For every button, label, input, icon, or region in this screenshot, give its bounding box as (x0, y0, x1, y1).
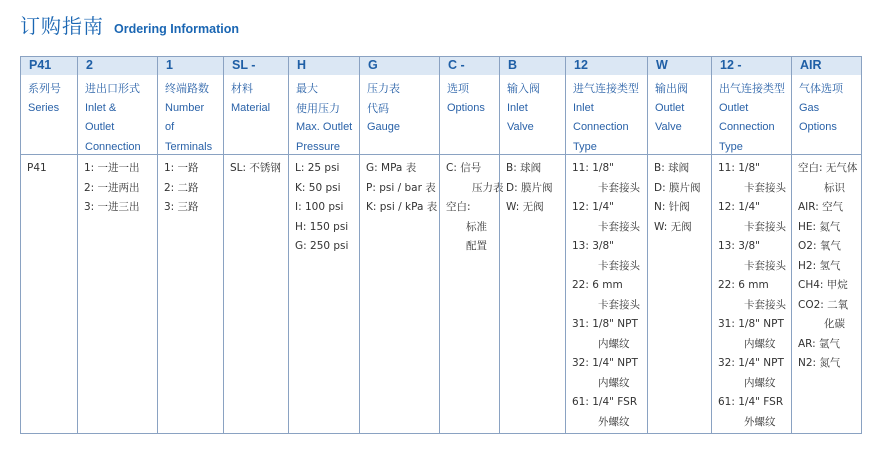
column-header-line: Material (231, 101, 271, 114)
column-header-line: 出气连接类型 (719, 82, 785, 95)
option-value: I: 100 psi (295, 201, 344, 213)
column-header-line: Type (719, 140, 743, 153)
option-value: D: 膜片阀 (506, 181, 553, 194)
column-header-line: Number (165, 101, 205, 114)
option-value: 卡套接头 (744, 220, 786, 233)
column-header-line: Inlet & (85, 101, 117, 114)
option-value: AR: 氩气 (798, 337, 841, 350)
table-column (21, 57, 77, 433)
column-header-line: Outlet (655, 101, 685, 114)
option-value: 11: 1/8" (718, 162, 760, 174)
option-value: 内螺纹 (744, 337, 776, 350)
column-values (27, 159, 47, 179)
column-code: 2 (86, 58, 93, 72)
option-value: 31: 1/8" NPT (572, 318, 638, 330)
column-values (84, 159, 140, 218)
table-column (499, 57, 565, 433)
table-column (791, 57, 863, 433)
column-header (507, 79, 540, 138)
option-value: N2: 氮气 (798, 357, 841, 369)
option-value: 12: 1/4" (572, 201, 614, 213)
column-values (654, 159, 700, 237)
column-header-line: Pressure (296, 140, 341, 153)
column-header (447, 79, 485, 118)
column-header-line: Outlet (85, 121, 115, 133)
column-values (446, 159, 504, 257)
column-header-line: Options (799, 121, 837, 133)
column-code: SL - (232, 58, 256, 72)
column-header (719, 79, 785, 157)
column-header-line: 终端路数 (165, 82, 209, 95)
column-values (230, 159, 281, 179)
column-header (573, 79, 639, 157)
option-value: 卡套接头 (744, 181, 786, 194)
column-code: B (508, 58, 518, 72)
option-value: 1: 一路 (164, 162, 199, 174)
option-value: SL: 不锈钢 (230, 162, 281, 174)
option-value: 空白: 无气体 (798, 162, 858, 174)
column-header-line: 输出阀 (655, 82, 688, 95)
column-header-line: Inlet (573, 101, 594, 114)
option-value: 32: 1/4" NPT (718, 357, 784, 369)
table-column (288, 57, 359, 433)
table-column (157, 57, 223, 433)
column-code: W (656, 58, 668, 72)
column-header-line: Connection (85, 140, 141, 153)
option-value: H2: 氢气 (798, 259, 841, 272)
column-header-line: 选项 (447, 82, 469, 95)
column-header-line: 进气连接类型 (573, 82, 639, 95)
column-header-line: 进出口形式 (85, 82, 140, 95)
option-value: 外螺纹 (598, 415, 630, 428)
column-header-line: Inlet (507, 101, 528, 114)
option-value: 22: 6 mm (572, 279, 623, 291)
column-header-line: of (165, 121, 175, 133)
column-code: AIR (800, 58, 822, 72)
table-column (565, 57, 647, 433)
option-value: 32: 1/4" NPT (572, 357, 638, 369)
option-value: H: 150 psi (295, 220, 349, 233)
option-value: 13: 3/8" (718, 240, 760, 252)
column-header (296, 79, 352, 157)
option-value: AIR: 空气 (798, 201, 844, 213)
option-value: CO2: 二氧 (798, 298, 849, 311)
column-header-line: Connection (573, 121, 629, 133)
column-header-line: Gas (799, 101, 820, 114)
option-value: 内螺纹 (598, 376, 630, 389)
column-values (718, 159, 786, 432)
option-value: K: psi / kPa 表 (366, 201, 438, 213)
option-value: 13: 3/8" (572, 240, 614, 252)
column-values (366, 159, 437, 218)
column-code: 12 (574, 58, 588, 72)
option-value: 空白: (446, 201, 471, 213)
option-value: 12: 1/4" (718, 201, 760, 213)
column-code: P41 (29, 58, 52, 72)
table-column (223, 57, 288, 433)
column-code: 1 (166, 58, 173, 72)
table-column (359, 57, 439, 433)
column-header-line: 系列号 (28, 82, 61, 95)
column-header (367, 79, 400, 138)
column-header (85, 79, 141, 157)
column-header-line: 气体选项 (799, 82, 843, 95)
column-header-line: Outlet (719, 101, 749, 114)
option-value: 压力表 (472, 181, 504, 194)
option-value: C: 信号 (446, 162, 482, 174)
column-code: G (368, 58, 378, 72)
column-code: C - (448, 58, 465, 72)
table-column (439, 57, 504, 433)
column-header (799, 79, 843, 138)
option-value: 61: 1/4" FSR (572, 396, 638, 408)
column-header-line: 代码 (367, 101, 389, 115)
column-header (165, 79, 212, 157)
option-value: 标准 (466, 220, 487, 233)
title-chinese: 订购指南 (20, 14, 104, 38)
option-value: W: 无阀 (654, 220, 692, 233)
column-header-line: Valve (655, 121, 682, 133)
option-value: 卡套接头 (598, 259, 640, 272)
option-value: 3: 三路 (164, 201, 199, 213)
option-value: 卡套接头 (598, 220, 640, 233)
column-header-line: 使用压力 (296, 101, 340, 115)
table-column (711, 57, 791, 433)
column-header-line: 材料 (231, 82, 253, 95)
option-value: CH4: 甲烷 (798, 279, 848, 291)
option-value: 卡套接头 (598, 298, 640, 311)
column-code: 12 - (720, 58, 742, 72)
column-values (506, 159, 552, 218)
table-column (77, 57, 157, 433)
column-code: H (297, 58, 307, 72)
column-header-line: Max. Outlet (296, 121, 353, 133)
option-value: 2: 一进两出 (84, 181, 140, 194)
column-values (572, 159, 640, 432)
option-value: W: 无阀 (506, 201, 544, 213)
option-value: 配置 (466, 240, 487, 252)
option-value: 3: 一进三出 (84, 201, 140, 213)
option-value: 卡套接头 (744, 298, 786, 311)
column-values (798, 159, 857, 374)
option-value: 化碳 (824, 318, 845, 330)
title-english: Ordering Information (114, 22, 239, 36)
option-value: K: 50 psi (295, 181, 341, 194)
column-header (655, 79, 688, 138)
option-value: L: 25 psi (295, 162, 340, 174)
column-header (231, 79, 270, 118)
option-value: 卡套接头 (598, 181, 640, 194)
option-value: B: 球阀 (506, 162, 542, 174)
column-header (28, 79, 61, 118)
option-value: 22: 6 mm (718, 279, 769, 291)
option-value: 31: 1/8" NPT (718, 318, 784, 330)
option-value: 卡套接头 (744, 259, 786, 272)
option-value: P41 (27, 162, 47, 174)
page-title (20, 10, 239, 40)
option-value: P: psi / bar 表 (366, 181, 436, 194)
option-value: 内螺纹 (744, 376, 776, 389)
table-column (647, 57, 711, 433)
column-header-line: Valve (507, 121, 534, 133)
column-values (295, 159, 348, 257)
option-value: 内螺纹 (598, 337, 630, 350)
option-value: HE: 氦气 (798, 220, 841, 233)
option-value: 2: 二路 (164, 181, 199, 194)
column-header-line: 输入阀 (507, 82, 540, 95)
option-value: O2: 氧气 (798, 240, 841, 252)
column-values (164, 159, 199, 218)
column-header-line: Connection (719, 121, 775, 133)
option-value: 标识 (824, 181, 845, 194)
option-value: 61: 1/4" FSR (718, 396, 784, 408)
option-value: D: 膜片阀 (654, 181, 701, 194)
option-value: G: MPa 表 (366, 162, 417, 174)
ordering-table (20, 56, 862, 434)
option-value: 1: 一进一出 (84, 162, 140, 174)
option-value: 外螺纹 (744, 415, 776, 428)
column-header-line: 压力表 (367, 82, 400, 95)
option-value: N: 针阀 (654, 201, 690, 213)
column-header-line: 最大 (296, 82, 318, 95)
option-value: 11: 1/8" (572, 162, 614, 174)
option-value: G: 250 psi (295, 240, 349, 252)
option-value: B: 球阀 (654, 162, 690, 174)
column-header-line: Terminals (165, 140, 213, 153)
column-header-line: Series (28, 101, 60, 114)
column-header-line: Gauge (367, 121, 401, 133)
column-header-line: Options (447, 101, 485, 114)
column-header-line: Type (573, 140, 597, 153)
